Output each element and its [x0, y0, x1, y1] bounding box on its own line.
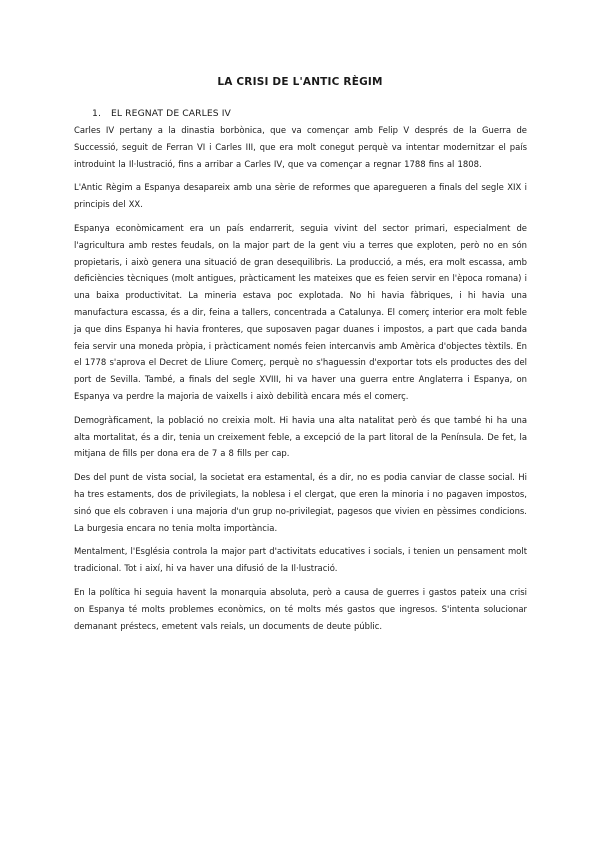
- paragraph-economia: Espanya econòmicament era un país endarrerit, seguia vivint del sector primari, especialment de l'agricultura amb restes feudals, on la major part de la gent viu a terres que exploten, però no en són propietaris, i això genera una situació de gran desequilibris. La producció, a més, era molt escassa, amb deficiències tècniques (molt antigues, pràcticament les mateixes que es feien servir en l'època romana) i una baixa productivitat. La mineria estava poc explotada. No hi havia fàbriques, i hi havia una manufactura escassa, és a dir, feina a tallers, concentrada a Catalunya. El comerç interior era molt feble ja que dins Espanya hi havia fronteres, que suposaven pagar duanes i impostos, a part que cada banda feia servir una moneda pròpia, i pràcticament només feien intercanvis amb Amèrica d'objectes tèxtils. En el 1778 s'aprova el Decret de Lliure Comerç, perquè no s'haguessin d'exportar tots els productes des del port de Sevilla. També, a finals del segle XVIII, hi va haver una guerra entre Anglaterra i Espanya, on Espanya va perdre la majoria de vaixells i això debilità encara més el comerç.: [74, 222, 527, 401]
- document-body: [74, 122, 527, 641]
- paragraph-societat: Des del punt de vista social, la societat era estamental, és a dir, no es podia canviar de classe social. Hi ha tres estaments, dos de privilegiats, la noblesa i el clergat, que eren la minoria i no pagaven impostos, sinó que els cobraven i una majoria d'un grup no-privilegiat, pagesos que vivien en pèssimes condicions. La burgesia encara no tenia molta importància.: [74, 472, 527, 533]
- section-number: 1.: [92, 108, 101, 119]
- document-title: LA CRISI DE L'ANTIC RÈGIM: [217, 76, 383, 88]
- paragraph-antic-regim: L'Antic Règim a Espanya desapareix amb una sèrie de reformes que aparegueren a finals del segle XIX i principis del XX.: [74, 182, 527, 210]
- section-heading-text: EL REGNAT DE CARLES IV: [111, 108, 231, 119]
- paragraph-mentalitat: Mentalment, l'Església controla la major part d'activitats educatives i socials, i tenien un pensament molt tradicional. Tot i així, hi va haver una difusió de la Il·lustració.: [74, 546, 527, 574]
- paragraph-carles-iv: Carles IV pertany a la dinastia borbònica, que va començar amb Felip V després de la Guerra de Successió, seguit de Ferran VI i Carles III, que era molt conegut perquè va intentar modernitzar el país introduint la Il·lustració, fins a arribar a Carles IV, que va començar a regnar 1788 fins al 1808.: [74, 125, 527, 169]
- paragraph-demografia: Demogràficament, la població no creixia molt. Hi havia una alta natalitat però és que també hi ha una alta mortalitat, és a dir, tenia un creixement feble, a excepció de la part litoral de la Península. De fet, la mitjana de fills per dona era de 7 a 8 fills per cap.: [74, 414, 527, 459]
- section-heading: [92, 108, 231, 119]
- paragraph-politica: En la política hi seguia havent la monarquia absoluta, però a causa de guerres i gastos pateix una crisi on Espanya té molts problemes econòmics, on té molts més gastos que ingresos. S'intenta solucionar demanant préstecs, emetent vals reials, un documents de deute públic.: [74, 586, 527, 631]
